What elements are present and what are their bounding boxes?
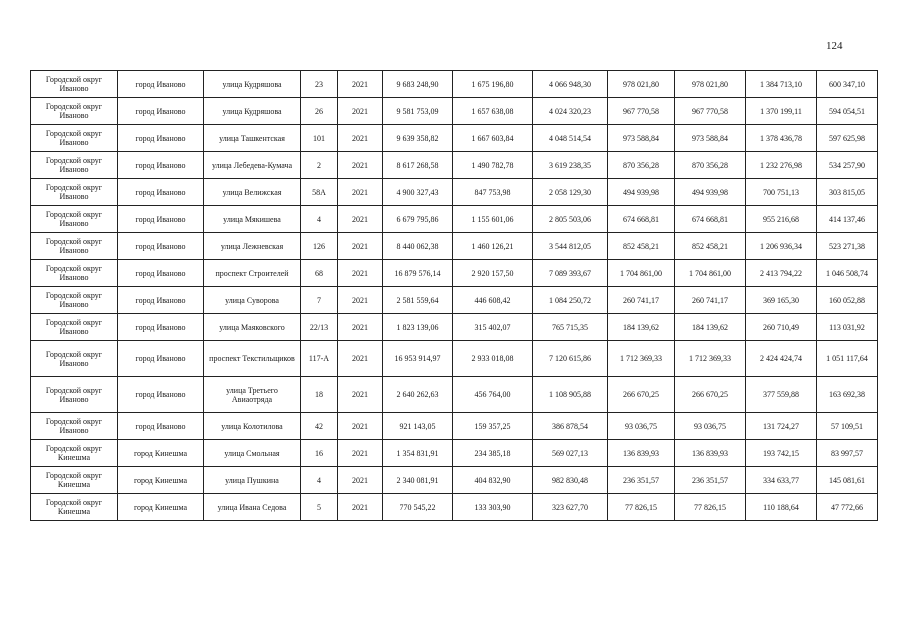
district-cell: Городской округ Иваново	[31, 179, 118, 206]
locality-cell: город Кинешма	[118, 467, 204, 494]
year-cell: 2021	[338, 377, 383, 413]
table-row	[31, 341, 878, 377]
total-cost-cell: 8 440 062,38	[383, 233, 453, 260]
amount-col-7-cell: 145 081,61	[817, 467, 878, 494]
amount-col-2-cell: 1 490 782,78	[453, 152, 533, 179]
locality-cell: город Иваново	[118, 179, 204, 206]
amount-col-7-cell: 47 772,66	[817, 494, 878, 521]
year-cell: 2021	[338, 179, 383, 206]
amount-col-6-cell: 110 188,64	[746, 494, 817, 521]
amount-col-5-cell: 77 826,15	[675, 494, 746, 521]
house-number-cell: 16	[301, 440, 338, 467]
house-number-cell: 23	[301, 71, 338, 98]
amount-col-2-cell: 1 460 126,21	[453, 233, 533, 260]
amount-col-3-cell: 4 048 514,54	[533, 125, 608, 152]
street-cell: улица Колотилова	[204, 413, 301, 440]
house-number-cell: 101	[301, 125, 338, 152]
amount-col-4-cell: 852 458,21	[608, 233, 675, 260]
amount-col-3-cell: 386 878,54	[533, 413, 608, 440]
amount-col-4-cell: 77 826,15	[608, 494, 675, 521]
amount-col-4-cell: 973 588,84	[608, 125, 675, 152]
year-cell: 2021	[338, 71, 383, 98]
street-cell: улица Кудряшова	[204, 71, 301, 98]
amount-col-3-cell: 982 830,48	[533, 467, 608, 494]
amount-col-4-cell: 494 939,98	[608, 179, 675, 206]
locality-cell: город Иваново	[118, 206, 204, 233]
table-row	[31, 260, 878, 287]
table-row	[31, 206, 878, 233]
amount-col-6-cell: 334 633,77	[746, 467, 817, 494]
amount-col-2-cell: 2 920 157,50	[453, 260, 533, 287]
locality-cell: город Иваново	[118, 341, 204, 377]
amount-col-5-cell: 852 458,21	[675, 233, 746, 260]
amount-col-4-cell: 870 356,28	[608, 152, 675, 179]
total-cost-cell: 1 354 831,91	[383, 440, 453, 467]
year-cell: 2021	[338, 494, 383, 521]
district-cell: Городской округ Иваново	[31, 206, 118, 233]
amount-col-2-cell: 1 667 603,84	[453, 125, 533, 152]
amount-col-2-cell: 1 155 601,06	[453, 206, 533, 233]
house-number-cell: 42	[301, 413, 338, 440]
amount-col-7-cell: 414 137,46	[817, 206, 878, 233]
total-cost-cell: 16 953 914,97	[383, 341, 453, 377]
table-body	[31, 71, 878, 521]
amount-col-2-cell: 2 933 018,08	[453, 341, 533, 377]
amount-col-5-cell: 93 036,75	[675, 413, 746, 440]
amount-col-7-cell: 597 625,98	[817, 125, 878, 152]
total-cost-cell: 8 617 268,58	[383, 152, 453, 179]
year-cell: 2021	[338, 413, 383, 440]
locality-cell: город Иваново	[118, 125, 204, 152]
amount-col-3-cell: 1 108 905,88	[533, 377, 608, 413]
street-cell: улица Маяковского	[204, 314, 301, 341]
locality-cell: город Иваново	[118, 233, 204, 260]
district-cell: Городской округ Иваново	[31, 71, 118, 98]
table-row	[31, 287, 878, 314]
amount-col-4-cell: 967 770,58	[608, 98, 675, 125]
district-cell: Городской округ Иваново	[31, 233, 118, 260]
amount-col-6-cell: 700 751,13	[746, 179, 817, 206]
street-cell: улица Пушкина	[204, 467, 301, 494]
house-number-cell: 4	[301, 467, 338, 494]
house-number-cell: 4	[301, 206, 338, 233]
amount-col-7-cell: 523 271,38	[817, 233, 878, 260]
amount-col-4-cell: 1 712 369,33	[608, 341, 675, 377]
district-cell: Городской округ Иваново	[31, 98, 118, 125]
amount-col-4-cell: 93 036,75	[608, 413, 675, 440]
amount-col-2-cell: 234 385,18	[453, 440, 533, 467]
year-cell: 2021	[338, 314, 383, 341]
amount-col-3-cell: 7 089 393,67	[533, 260, 608, 287]
amount-col-2-cell: 1 675 196,80	[453, 71, 533, 98]
amount-col-7-cell: 160 052,88	[817, 287, 878, 314]
street-cell: улица Велижская	[204, 179, 301, 206]
total-cost-cell: 2 581 559,64	[383, 287, 453, 314]
street-cell: проспект Текстильщиков	[204, 341, 301, 377]
table-row	[31, 98, 878, 125]
street-cell: улица Ивана Седова	[204, 494, 301, 521]
table-row	[31, 314, 878, 341]
year-cell: 2021	[338, 233, 383, 260]
street-cell: улица Лежневская	[204, 233, 301, 260]
amount-col-3-cell: 3 619 238,35	[533, 152, 608, 179]
amount-col-4-cell: 236 351,57	[608, 467, 675, 494]
table-row	[31, 152, 878, 179]
table-row	[31, 467, 878, 494]
street-cell: улица Ташкентская	[204, 125, 301, 152]
total-cost-cell: 921 143,05	[383, 413, 453, 440]
table-row	[31, 377, 878, 413]
street-cell: улица Кудряшова	[204, 98, 301, 125]
amount-col-5-cell: 494 939,98	[675, 179, 746, 206]
table-row	[31, 71, 878, 98]
district-cell: Городской округ Иваново	[31, 413, 118, 440]
year-cell: 2021	[338, 98, 383, 125]
street-cell: улица Суворова	[204, 287, 301, 314]
amount-col-4-cell: 266 670,25	[608, 377, 675, 413]
total-cost-cell: 9 683 248,90	[383, 71, 453, 98]
locality-cell: город Иваново	[118, 71, 204, 98]
house-number-cell: 2	[301, 152, 338, 179]
amount-col-7-cell: 113 031,92	[817, 314, 878, 341]
amount-col-6-cell: 377 559,88	[746, 377, 817, 413]
amount-col-4-cell: 260 741,17	[608, 287, 675, 314]
amount-col-6-cell: 131 724,27	[746, 413, 817, 440]
amount-col-5-cell: 136 839,93	[675, 440, 746, 467]
house-number-cell: 117-А	[301, 341, 338, 377]
table-row	[31, 440, 878, 467]
house-number-cell: 22/13	[301, 314, 338, 341]
total-cost-cell: 1 823 139,06	[383, 314, 453, 341]
house-number-cell: 26	[301, 98, 338, 125]
total-cost-cell: 4 900 327,43	[383, 179, 453, 206]
year-cell: 2021	[338, 467, 383, 494]
amount-col-3-cell: 765 715,35	[533, 314, 608, 341]
amount-col-3-cell: 3 544 812,05	[533, 233, 608, 260]
amount-col-3-cell: 569 027,13	[533, 440, 608, 467]
amount-col-6-cell: 1 370 199,11	[746, 98, 817, 125]
locality-cell: город Кинешма	[118, 440, 204, 467]
year-cell: 2021	[338, 260, 383, 287]
house-number-cell: 5	[301, 494, 338, 521]
amount-col-5-cell: 978 021,80	[675, 71, 746, 98]
total-cost-cell: 16 879 576,14	[383, 260, 453, 287]
district-cell: Городской округ Кинешма	[31, 440, 118, 467]
district-cell: Городской округ Кинешма	[31, 494, 118, 521]
amount-col-5-cell: 967 770,58	[675, 98, 746, 125]
locality-cell: город Кинешма	[118, 494, 204, 521]
year-cell: 2021	[338, 440, 383, 467]
amount-col-6-cell: 1 232 276,98	[746, 152, 817, 179]
amount-col-7-cell: 57 109,51	[817, 413, 878, 440]
district-cell: Городской округ Иваново	[31, 314, 118, 341]
locality-cell: город Иваново	[118, 314, 204, 341]
amount-col-7-cell: 163 692,38	[817, 377, 878, 413]
street-cell: улица Смольная	[204, 440, 301, 467]
locality-cell: город Иваново	[118, 287, 204, 314]
amount-col-7-cell: 600 347,10	[817, 71, 878, 98]
amount-col-3-cell: 323 627,70	[533, 494, 608, 521]
amount-col-5-cell: 236 351,57	[675, 467, 746, 494]
total-cost-cell: 770 545,22	[383, 494, 453, 521]
amount-col-6-cell: 1 384 713,10	[746, 71, 817, 98]
district-cell: Городской округ Иваново	[31, 125, 118, 152]
house-number-cell: 126	[301, 233, 338, 260]
district-cell: Городской округ Иваново	[31, 287, 118, 314]
street-cell: проспект Строителей	[204, 260, 301, 287]
amount-col-4-cell: 184 139,62	[608, 314, 675, 341]
amount-col-6-cell: 955 216,68	[746, 206, 817, 233]
table-row	[31, 413, 878, 440]
district-cell: Городской округ Иваново	[31, 341, 118, 377]
total-cost-cell: 9 639 358,82	[383, 125, 453, 152]
total-cost-cell: 2 340 081,91	[383, 467, 453, 494]
amount-col-2-cell: 456 764,00	[453, 377, 533, 413]
amount-col-5-cell: 674 668,81	[675, 206, 746, 233]
amount-col-3-cell: 1 084 250,72	[533, 287, 608, 314]
amount-col-2-cell: 315 402,07	[453, 314, 533, 341]
amount-col-5-cell: 1 704 861,00	[675, 260, 746, 287]
amount-col-2-cell: 1 657 638,08	[453, 98, 533, 125]
locality-cell: город Иваново	[118, 152, 204, 179]
amount-col-3-cell: 2 058 129,30	[533, 179, 608, 206]
district-cell: Городской округ Иваново	[31, 377, 118, 413]
amount-col-4-cell: 674 668,81	[608, 206, 675, 233]
amount-col-7-cell: 1 046 508,74	[817, 260, 878, 287]
year-cell: 2021	[338, 152, 383, 179]
district-cell: Городской округ Иваново	[31, 152, 118, 179]
amount-col-5-cell: 266 670,25	[675, 377, 746, 413]
house-number-cell: 58А	[301, 179, 338, 206]
amount-col-6-cell: 193 742,15	[746, 440, 817, 467]
locality-cell: город Иваново	[118, 260, 204, 287]
house-number-cell: 68	[301, 260, 338, 287]
amount-col-6-cell: 1 206 936,34	[746, 233, 817, 260]
locality-cell: город Иваново	[118, 377, 204, 413]
amount-col-7-cell: 1 051 117,64	[817, 341, 878, 377]
year-cell: 2021	[338, 125, 383, 152]
amount-col-3-cell: 2 805 503,06	[533, 206, 608, 233]
amount-col-2-cell: 133 303,90	[453, 494, 533, 521]
amount-col-5-cell: 1 712 369,33	[675, 341, 746, 377]
district-cell: Городской округ Иваново	[31, 260, 118, 287]
amount-col-3-cell: 4 024 320,23	[533, 98, 608, 125]
amount-col-6-cell: 2 424 424,74	[746, 341, 817, 377]
amount-col-5-cell: 184 139,62	[675, 314, 746, 341]
amount-col-6-cell: 1 378 436,78	[746, 125, 817, 152]
street-cell: улица Мякишева	[204, 206, 301, 233]
amount-col-2-cell: 404 832,90	[453, 467, 533, 494]
table-row	[31, 179, 878, 206]
street-cell: улица Третьего Авиаотряда	[204, 377, 301, 413]
total-cost-cell: 9 581 753,09	[383, 98, 453, 125]
year-cell: 2021	[338, 341, 383, 377]
amount-col-2-cell: 159 357,25	[453, 413, 533, 440]
amount-col-7-cell: 303 815,05	[817, 179, 878, 206]
page-number: 124	[826, 40, 843, 52]
capital-repair-table	[30, 70, 878, 521]
amount-col-3-cell: 4 066 948,30	[533, 71, 608, 98]
amount-col-3-cell: 7 120 615,86	[533, 341, 608, 377]
district-cell: Городской округ Кинешма	[31, 467, 118, 494]
amount-col-4-cell: 136 839,93	[608, 440, 675, 467]
amount-col-5-cell: 260 741,17	[675, 287, 746, 314]
amount-col-5-cell: 870 356,28	[675, 152, 746, 179]
street-cell: улица Лебедева-Кумача	[204, 152, 301, 179]
amount-col-5-cell: 973 588,84	[675, 125, 746, 152]
house-number-cell: 18	[301, 377, 338, 413]
amount-col-4-cell: 1 704 861,00	[608, 260, 675, 287]
year-cell: 2021	[338, 206, 383, 233]
amount-col-2-cell: 847 753,98	[453, 179, 533, 206]
amount-col-7-cell: 534 257,90	[817, 152, 878, 179]
amount-col-6-cell: 369 165,30	[746, 287, 817, 314]
total-cost-cell: 6 679 795,86	[383, 206, 453, 233]
amount-col-7-cell: 83 997,57	[817, 440, 878, 467]
year-cell: 2021	[338, 287, 383, 314]
table-row	[31, 494, 878, 521]
amount-col-6-cell: 2 413 794,22	[746, 260, 817, 287]
table-row	[31, 125, 878, 152]
total-cost-cell: 2 640 262,63	[383, 377, 453, 413]
amount-col-4-cell: 978 021,80	[608, 71, 675, 98]
house-number-cell: 7	[301, 287, 338, 314]
amount-col-6-cell: 260 710,49	[746, 314, 817, 341]
locality-cell: город Иваново	[118, 98, 204, 125]
table-row	[31, 233, 878, 260]
amount-col-7-cell: 594 054,51	[817, 98, 878, 125]
amount-col-2-cell: 446 608,42	[453, 287, 533, 314]
locality-cell: город Иваново	[118, 413, 204, 440]
